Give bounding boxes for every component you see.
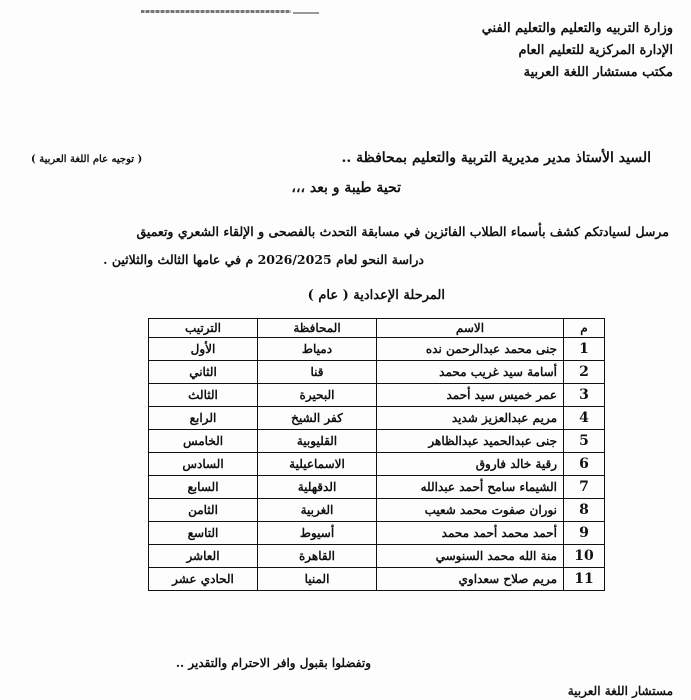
table-row (149, 522, 605, 545)
row-governorate: البحيرة (258, 384, 377, 407)
row-name: منة الله محمد السنوسي (377, 545, 564, 568)
row-governorate: دمياط (258, 338, 377, 361)
signature-title: مستشار اللغة العربية (567, 684, 673, 698)
header-num: م (564, 319, 605, 338)
row-rank: العاشر (149, 545, 258, 568)
row-name: نوران صفوت محمد شعيب (377, 499, 564, 522)
table-row (149, 499, 605, 522)
row-rank: الأول (149, 338, 258, 361)
row-governorate: القليوبية (258, 430, 377, 453)
row-num: 4 (564, 407, 605, 430)
row-num: 9 (564, 522, 605, 545)
addressee-side-note: ( توجيه عام اللغة العربية ) (31, 154, 143, 165)
central-administration: الإدارة المركزية للتعليم العام (518, 43, 673, 58)
body-line-1: مرسل لسيادتكم كشف بأسماء الطلاب الفائزين في مسابقة التحدث بالفصحى و الإلقاء الشعري وتعميق (136, 224, 669, 239)
row-num: 2 (564, 361, 605, 384)
row-name: عمر خميس سيد أحمد (377, 384, 564, 407)
winners-table (148, 318, 605, 591)
table-row (149, 453, 605, 476)
row-name: الشيماء سامح أحمد عبدالله (377, 476, 564, 499)
ministry-name: وزارة التربيه والتعليم والتعليم الفني (481, 21, 673, 36)
table-row (149, 568, 605, 591)
row-rank: التاسع (149, 522, 258, 545)
scan-artifact-line (141, 10, 291, 13)
table-header-row (149, 319, 605, 338)
row-rank: الخامس (149, 430, 258, 453)
body-line-2: دراسة النحو لعام 2026/2025 م في عامها الثالث والثلاثين . (103, 252, 424, 267)
row-governorate: قنا (258, 361, 377, 384)
row-rank: السادس (149, 453, 258, 476)
row-governorate: كفر الشيخ (258, 407, 377, 430)
table-row (149, 361, 605, 384)
table-row (149, 476, 605, 499)
row-num: 10 (564, 545, 605, 568)
row-num: 5 (564, 430, 605, 453)
row-name: رقية خالد فاروق (377, 453, 564, 476)
body-paragraph (19, 218, 669, 274)
row-name: جنى عبدالحميد عبدالظاهر (377, 430, 564, 453)
header-name: الاسم (377, 319, 564, 338)
letterhead (482, 18, 673, 84)
row-rank: الرابع (149, 407, 258, 430)
row-num: 3 (564, 384, 605, 407)
row-rank: الثاني (149, 361, 258, 384)
table-row (149, 407, 605, 430)
row-rank: السابع (149, 476, 258, 499)
row-name: أحمد محمد أحمد محمد (377, 522, 564, 545)
table-row (149, 338, 605, 361)
table-row (149, 545, 605, 568)
office-name: مكتب مستشار اللغة العربية (523, 65, 673, 80)
row-governorate: الغربية (258, 499, 377, 522)
closing-line: وتفضلوا بقبول وافر الاحترام والتقدير .. (175, 656, 371, 670)
row-governorate: أسيوط (258, 522, 377, 545)
greeting: تحية طيبة و بعد ،،، (291, 180, 401, 196)
row-name: مريم صلاح سعداوي (377, 568, 564, 591)
row-governorate: الدقهلية (258, 476, 377, 499)
addressee-text: السيد الأستاذ مدير مديرية التربية والتعليم بمحافظة .. (341, 150, 651, 166)
row-num: 6 (564, 453, 605, 476)
header-rank: الترتيب (149, 319, 258, 338)
row-num: 1 (564, 338, 605, 361)
row-rank: الثالث (149, 384, 258, 407)
table-row (149, 384, 605, 407)
addressee-line (31, 150, 651, 166)
row-governorate: القاهرة (258, 545, 377, 568)
table-row (149, 430, 605, 453)
stage-title: المرحلة الإعدادية ( عام ) (307, 288, 445, 303)
row-name: مريم عبدالعزيز شديد (377, 407, 564, 430)
row-rank: الثامن (149, 499, 258, 522)
scan-artifact-line (293, 12, 319, 14)
row-name: أسامة سيد غريب محمد (377, 361, 564, 384)
header-governorate: المحافظة (258, 319, 377, 338)
row-governorate: الاسماعيلية (258, 453, 377, 476)
row-rank: الحادي عشر (149, 568, 258, 591)
row-num: 7 (564, 476, 605, 499)
row-num: 8 (564, 499, 605, 522)
row-name: جنى محمد عبدالرحمن نده (377, 338, 564, 361)
row-num: 11 (564, 568, 605, 591)
row-governorate: المنيا (258, 568, 377, 591)
